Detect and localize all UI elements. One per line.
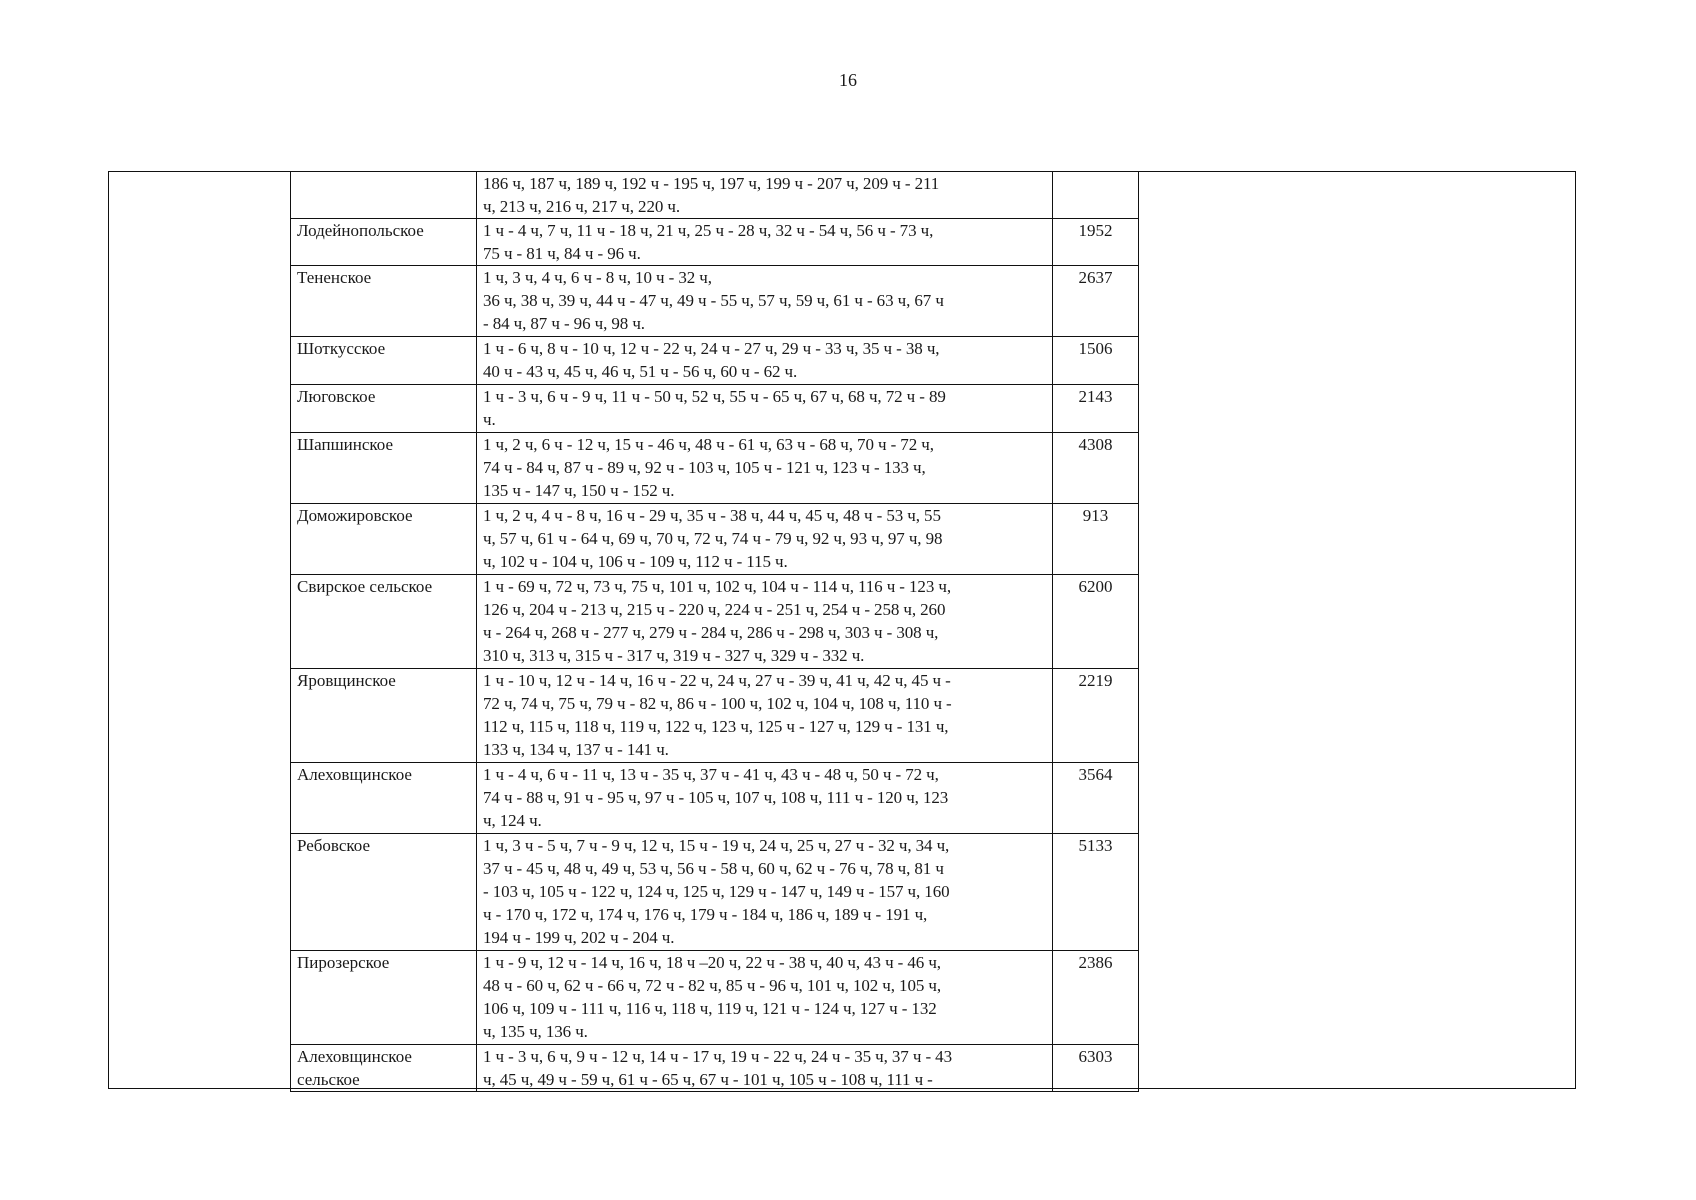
- population-count: 6303: [1053, 1045, 1139, 1092]
- settlement-name: Шоткусское: [291, 337, 477, 385]
- population-count: 2386: [1053, 951, 1139, 1045]
- table-row: [291, 504, 1139, 575]
- parts-list: 186 ч, 187 ч, 189 ч, 192 ч - 195 ч, 197 ч, 199 ч - 207 ч, 209 ч - 211 ч, 213 ч, 216 ч, 217 ч, 220 ч.: [477, 172, 1053, 219]
- parts-list: 1 ч - 3 ч, 6 ч, 9 ч - 12 ч, 14 ч - 17 ч, 19 ч - 22 ч, 24 ч - 35 ч, 37 ч - 43 ч, 45 ч, 49 ч - 59 ч, 61 ч - 65 ч, 67 ч - 101 ч, 105 ч - 108 ч, 111 ч -: [477, 1045, 1053, 1092]
- table-row: [291, 385, 1139, 433]
- population-count: 913: [1053, 504, 1139, 575]
- settlement-name: Шапшинское: [291, 433, 477, 504]
- settlement-name: Доможировское: [291, 504, 477, 575]
- parts-list: 1 ч, 2 ч, 6 ч - 12 ч, 15 ч - 46 ч, 48 ч - 61 ч, 63 ч - 68 ч, 70 ч - 72 ч, 74 ч - 84 ч, 87 ч - 89 ч, 92 ч - 103 ч, 105 ч - 121 ч, 123 ч - 133 ч, 135 ч - 147 ч, 150 ч - 152 ч.: [477, 433, 1053, 504]
- population-count: 6200: [1053, 575, 1139, 669]
- table-row: [291, 266, 1139, 337]
- table-row: [291, 834, 1139, 951]
- settlement-name: Лодейнопольское: [291, 219, 477, 266]
- table-row: [291, 575, 1139, 669]
- table-row: [291, 219, 1139, 266]
- table-row: [291, 1045, 1139, 1092]
- population-count: 1952: [1053, 219, 1139, 266]
- population-count: 2219: [1053, 669, 1139, 763]
- settlement-name: Ребовское: [291, 834, 477, 951]
- settlement-name: Алеховщинское сельское: [291, 1045, 477, 1092]
- parts-list: 1 ч - 3 ч, 6 ч - 9 ч, 11 ч - 50 ч, 52 ч, 55 ч - 65 ч, 67 ч, 68 ч, 72 ч - 89 ч.: [477, 385, 1053, 433]
- settlement-name: Люговское: [291, 385, 477, 433]
- settlement-name: Алеховщинское: [291, 763, 477, 834]
- settlement-name: [291, 172, 477, 219]
- table-row: [291, 763, 1139, 834]
- settlements-table: [290, 171, 1139, 1092]
- parts-list: 1 ч - 4 ч, 7 ч, 11 ч - 18 ч, 21 ч, 25 ч - 28 ч, 32 ч - 54 ч, 56 ч - 73 ч, 75 ч - 81 ч, 84 ч - 96 ч.: [477, 219, 1053, 266]
- parts-list: 1 ч, 2 ч, 4 ч - 8 ч, 16 ч - 29 ч, 35 ч - 38 ч, 44 ч, 45 ч, 48 ч - 53 ч, 55 ч, 57 ч, 61 ч - 64 ч, 69 ч, 70 ч, 72 ч, 74 ч - 79 ч, 92 ч, 93 ч, 97 ч, 98 ч, 102 ч - 104 ч, 106 ч - 109 ч, 112 ч - 115 ч.: [477, 504, 1053, 575]
- population-count: [1053, 172, 1139, 219]
- parts-list: 1 ч - 6 ч, 8 ч - 10 ч, 12 ч - 22 ч, 24 ч - 27 ч, 29 ч - 33 ч, 35 ч - 38 ч, 40 ч - 43 ч, 45 ч, 46 ч, 51 ч - 56 ч, 60 ч - 62 ч.: [477, 337, 1053, 385]
- population-count: 1506: [1053, 337, 1139, 385]
- population-count: 5133: [1053, 834, 1139, 951]
- parts-list: 1 ч - 4 ч, 6 ч - 11 ч, 13 ч - 35 ч, 37 ч - 41 ч, 43 ч - 48 ч, 50 ч - 72 ч, 74 ч - 88 ч, 91 ч - 95 ч, 97 ч - 105 ч, 107 ч, 108 ч, 111 ч - 120 ч, 123 ч, 124 ч.: [477, 763, 1053, 834]
- settlement-name: Пирозерское: [291, 951, 477, 1045]
- settlement-name: Свирское сельское: [291, 575, 477, 669]
- population-count: 2637: [1053, 266, 1139, 337]
- settlement-name: Тененское: [291, 266, 477, 337]
- population-count: 3564: [1053, 763, 1139, 834]
- parts-list: 1 ч - 10 ч, 12 ч - 14 ч, 16 ч - 22 ч, 24 ч, 27 ч - 39 ч, 41 ч, 42 ч, 45 ч - 72 ч, 74 ч, 75 ч, 79 ч - 82 ч, 86 ч - 100 ч, 102 ч, 104 ч, 108 ч, 110 ч - 112 ч, 115 ч, 118 ч, 119 ч, 122 ч, 123 ч, 125 ч - 127 ч, 129 ч - 131 ч, 133 ч, 134 ч, 137 ч - 141 ч.: [477, 669, 1053, 763]
- population-count: 2143: [1053, 385, 1139, 433]
- settlement-name: Яровщинское: [291, 669, 477, 763]
- parts-list: 1 ч, 3 ч - 5 ч, 7 ч - 9 ч, 12 ч, 15 ч - 19 ч, 24 ч, 25 ч, 27 ч - 32 ч, 34 ч, 37 ч - 45 ч, 48 ч, 49 ч, 53 ч, 56 ч - 58 ч, 60 ч, 62 ч - 76 ч, 78 ч, 81 ч - 103 ч, 105 ч - 122 ч, 124 ч, 125 ч, 129 ч - 147 ч, 149 ч - 157 ч, 160 ч - 170 ч, 172 ч, 174 ч, 176 ч, 179 ч - 184 ч, 186 ч, 189 ч - 191 ч, 194 ч - 199 ч, 202 ч - 204 ч.: [477, 834, 1053, 951]
- table-row: [291, 433, 1139, 504]
- table-row: [291, 337, 1139, 385]
- parts-list: 1 ч - 69 ч, 72 ч, 73 ч, 75 ч, 101 ч, 102 ч, 104 ч - 114 ч, 116 ч - 123 ч, 126 ч, 204 ч - 213 ч, 215 ч - 220 ч, 224 ч - 251 ч, 254 ч - 258 ч, 260 ч - 264 ч, 268 ч - 277 ч, 279 ч - 284 ч, 286 ч - 298 ч, 303 ч - 308 ч, 310 ч, 313 ч, 315 ч - 317 ч, 319 ч - 327 ч, 329 ч - 332 ч.: [477, 575, 1053, 669]
- population-count: 4308: [1053, 433, 1139, 504]
- page-number: 16: [839, 70, 857, 90]
- table-row: [291, 172, 1139, 219]
- table-row: [291, 951, 1139, 1045]
- table-row: [291, 669, 1139, 763]
- parts-list: 1 ч - 9 ч, 12 ч - 14 ч, 16 ч, 18 ч –20 ч, 22 ч - 38 ч, 40 ч, 43 ч - 46 ч, 48 ч - 60 ч, 62 ч - 66 ч, 72 ч - 82 ч, 85 ч - 96 ч, 101 ч, 102 ч, 105 ч, 106 ч, 109 ч - 111 ч, 116 ч, 118 ч, 119 ч, 121 ч - 124 ч, 127 ч - 132 ч, 135 ч, 136 ч.: [477, 951, 1053, 1045]
- parts-list: 1 ч, 3 ч, 4 ч, 6 ч - 8 ч, 10 ч - 32 ч, 36 ч, 38 ч, 39 ч, 44 ч - 47 ч, 49 ч - 55 ч, 57 ч, 59 ч, 61 ч - 63 ч, 67 ч - 84 ч, 87 ч - 96 ч, 98 ч.: [477, 266, 1053, 337]
